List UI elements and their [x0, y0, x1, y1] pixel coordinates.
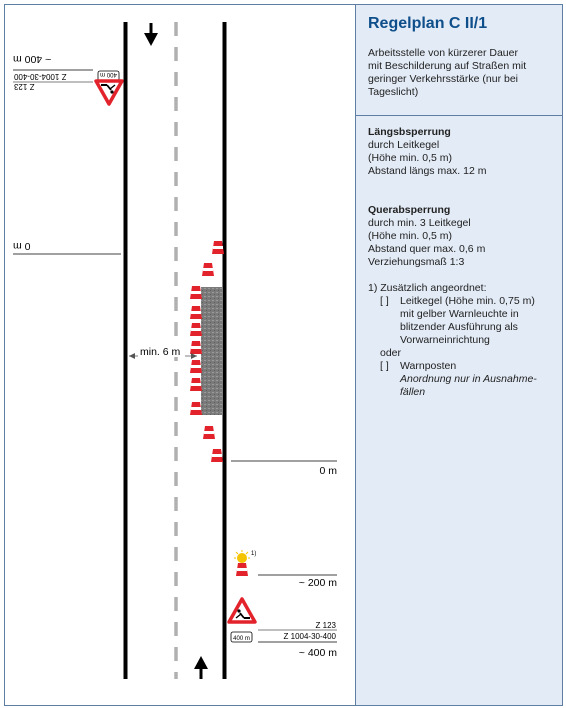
legend-header: [356, 5, 562, 116]
sign-code-z1004-right: Z 1004-30-400: [283, 632, 336, 641]
checkbox-placeholder: [ ]: [380, 360, 389, 372]
option1-line: mit gelber Warnleuchte in: [400, 308, 519, 320]
warning-light-cone-icon: [234, 550, 250, 576]
traffic-cone-icon: [211, 449, 223, 462]
note-oder: oder: [380, 347, 402, 359]
legend-body: [356, 116, 562, 409]
description-line: geringer Verkehrsstärke (nur bei: [368, 73, 518, 85]
distance-plate-text: 400 m: [233, 636, 250, 642]
option1-line: blitzender Ausführung als: [400, 321, 518, 333]
laengs-line: durch Leitkegel: [368, 139, 440, 151]
quer-title: Querabsperrung: [368, 204, 451, 216]
sign-code-z1004-left: Z 1004-30-400: [14, 72, 67, 81]
traffic-cone-icon: [203, 426, 215, 439]
traffic-cone-icon: [202, 263, 214, 276]
lane-width-label: min. 6 m: [140, 346, 181, 358]
option1-line: Leitkegel (Höhe min. 0,75 m): [400, 295, 535, 307]
distance-400m-left: ~ 400 m: [13, 53, 52, 65]
description-line: Arbeitsstelle von kürzerer Dauer: [368, 47, 518, 59]
legend-panel: [355, 5, 562, 705]
description-line: mit Beschilderung auf Straßen mit: [368, 60, 527, 72]
sign-code-z123-right: Z 123: [315, 621, 336, 630]
checkbox-placeholder: [ ]: [380, 295, 389, 307]
traffic-cone-icon: [212, 241, 224, 254]
roadwork-sign-left-icon: [96, 81, 122, 104]
arrow-down-icon: [144, 23, 158, 46]
option2-italic: fällen: [400, 386, 426, 398]
traffic-cone-icon: [190, 360, 202, 373]
option2-label: Warnposten: [400, 360, 457, 372]
option1-line: Vorwarneinrichtung: [400, 334, 490, 346]
distance-200m-right: ~ 200 m: [298, 577, 337, 589]
plan-description: [368, 47, 550, 99]
arrow-up-icon: [194, 656, 208, 679]
distance-0m-right: 0 m: [319, 465, 337, 477]
note-option-1: [368, 295, 550, 347]
traffic-cone-icon: [190, 306, 202, 319]
description-line: Tageslicht): [368, 86, 419, 98]
work-area: [201, 287, 222, 415]
option2-italic: Anordnung nur in Ausnahme-: [400, 373, 537, 385]
distance-0m-left: 0 m: [13, 240, 31, 252]
traffic-cone-icon: [190, 323, 202, 336]
quer-line: Abstand quer max. 0,6 m: [368, 243, 486, 255]
quer-line: durch min. 3 Leitkegel: [368, 217, 471, 229]
quer-line: (Höhe min. 0,5 m): [368, 230, 453, 242]
note-intro: 1) Zusätzlich angeordnet:: [368, 282, 487, 294]
sign-code-z123-left: Z 123: [14, 82, 35, 91]
plan-title: Regelplan C II/1: [368, 15, 488, 32]
distance-400m-right: ~ 400 m: [298, 647, 337, 659]
quer-line: Verziehungsmaß 1:3: [368, 256, 465, 268]
traffic-cone-icon: [190, 341, 202, 354]
note-option-2: [368, 360, 550, 399]
footnote-mark: 1): [251, 551, 257, 557]
traffic-cone-icon: [190, 378, 202, 391]
laengs-line: (Höhe min. 0,5 m): [368, 152, 453, 164]
traffic-cone-icon: [190, 402, 202, 415]
laengs-line: Abstand längs max. 12 m: [368, 165, 487, 177]
distance-plate-text-left: 400 m: [100, 71, 117, 77]
laengs-title: Längsbsperrung: [368, 126, 451, 138]
traffic-cone-icon: [190, 286, 202, 299]
roadwork-sign-icon: [229, 599, 255, 622]
